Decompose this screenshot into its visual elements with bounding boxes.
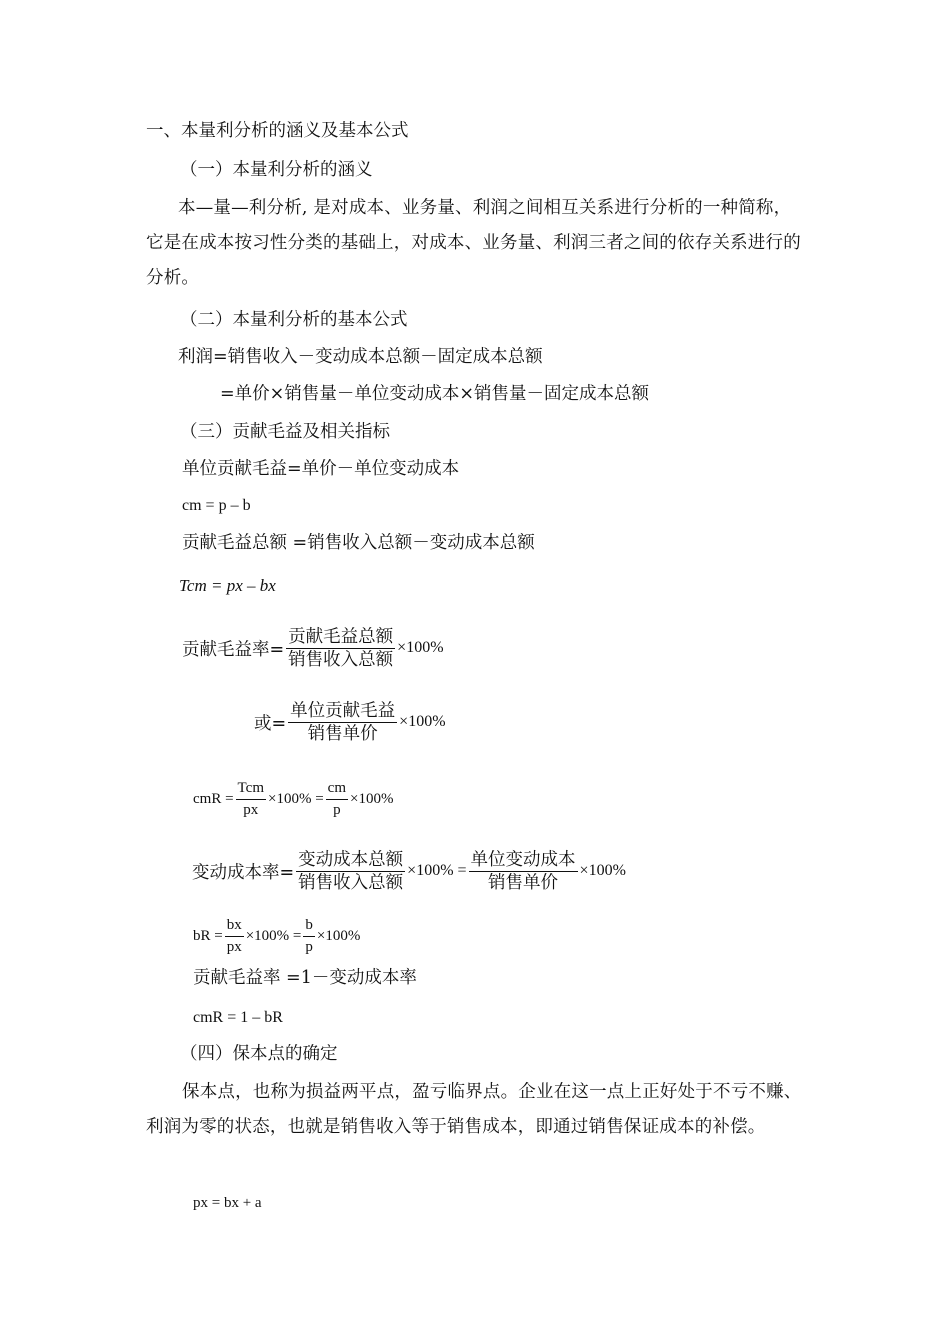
cm-rate-denominator: 销售收入总额 bbox=[288, 649, 394, 670]
vc-rate-fraction-1 bbox=[296, 850, 405, 893]
vc-rate-tail: ×100% bbox=[579, 862, 626, 879]
cm-rate-tail: ×100% bbox=[397, 639, 444, 656]
unit-cm-definition: 单位贡献毛益=单价－单位变动成本 bbox=[182, 459, 460, 479]
cm-rate-label: 贡献毛益率= bbox=[182, 639, 285, 660]
subsection-title-3: （三）贡献毛益及相关指标 bbox=[180, 422, 390, 442]
br-lhs: bR = bbox=[193, 927, 223, 944]
br-mid: ×100% = bbox=[245, 927, 302, 944]
subsection-title-1: （一）本量利分析的涵义 bbox=[180, 160, 373, 180]
vc-rate-formula bbox=[192, 846, 626, 896]
br-numerator-1: bx bbox=[225, 916, 244, 937]
definition-paragraph: 本—量—利分析, 是对成本、业务量、利润之间相互关系进行分析的一种简称，它是在成本按习性分类的基础上，对成本、业务量、利润三者之间的依存关系进行的分析。 bbox=[146, 198, 801, 288]
cm-rate-formula bbox=[182, 623, 444, 673]
br-formula bbox=[193, 913, 360, 959]
tcm-formula bbox=[179, 575, 276, 597]
vc-rate-numerator-1: 变动成本总额 bbox=[298, 849, 404, 870]
cmr-mid: ×100% = bbox=[268, 790, 324, 807]
cmr-lhs: cmR = bbox=[193, 790, 234, 807]
section-title: 一、本量利分析的涵义及基本公式 bbox=[146, 121, 409, 141]
cmr-tail: ×100% bbox=[350, 790, 394, 807]
subsection-title-4: （四）保本点的确定 bbox=[180, 1044, 338, 1064]
cmr-fraction-1 bbox=[236, 779, 266, 820]
vc-rate-denominator-2: 销售单价 bbox=[488, 872, 559, 893]
br-fraction-2 bbox=[303, 916, 315, 957]
cmr-formula bbox=[193, 776, 393, 822]
cm-rate-alt-formula bbox=[254, 697, 446, 747]
cmr-denominator-1: px bbox=[243, 801, 259, 818]
profit-formula-line-1: 利润=销售收入－变动成本总额－固定成本总额 bbox=[178, 347, 543, 367]
cmr-denominator-2: p bbox=[333, 801, 341, 818]
cm-formula bbox=[182, 496, 251, 516]
breakeven-formula bbox=[193, 1193, 262, 1213]
subsection-title-2: （二）本量利分析的基本公式 bbox=[180, 310, 408, 330]
cm-rate-alt-denominator: 销售单价 bbox=[307, 723, 378, 744]
cmr-relation-formula bbox=[193, 1008, 283, 1028]
cm-rate-relation: 贡献毛益率 =1－变动成本率 bbox=[193, 968, 417, 988]
cm-rate-numerator: 贡献毛益总额 bbox=[288, 626, 394, 647]
vc-rate-fraction-2 bbox=[469, 850, 578, 893]
br-denominator-1: px bbox=[226, 938, 242, 955]
total-cm-definition: 贡献毛益总额 =销售收入总额－变动成本总额 bbox=[182, 533, 535, 553]
br-denominator-2: p bbox=[305, 938, 313, 955]
cm-rate-alt-label: 或= bbox=[254, 713, 287, 734]
cm-rate-alt-numerator: 单位贡献毛益 bbox=[290, 700, 396, 721]
br-tail: ×100% bbox=[316, 927, 361, 944]
breakeven-formula-text: px = bx + a bbox=[193, 1194, 262, 1211]
cm-formula-text: cm = p – b bbox=[182, 497, 251, 514]
cmr-fraction-2 bbox=[326, 779, 348, 820]
breakeven-paragraph: 保本点，也称为损益两平点，盈亏临界点。企业在这一点上正好处于不亏不赚、利润为零的状态，也就是销售收入等于销售成本，即通过销售保证成本的补偿。 bbox=[146, 1082, 802, 1137]
vc-rate-numerator-2: 单位变动成本 bbox=[470, 849, 576, 870]
vc-rate-mid: ×100% = bbox=[407, 862, 467, 879]
vc-rate-label: 变动成本率= bbox=[192, 862, 295, 883]
profit-formula-line-2: =单价×销售量－单位变动成本×销售量－固定成本总额 bbox=[220, 384, 649, 404]
br-numerator-2: b bbox=[303, 916, 315, 937]
cm-rate-alt-tail: ×100% bbox=[399, 713, 446, 730]
br-fraction-1 bbox=[225, 916, 244, 957]
cmr-numerator-1: Tcm bbox=[236, 779, 266, 800]
vc-rate-denominator-1: 销售收入总额 bbox=[298, 872, 404, 893]
cmr-relation-text: cmR = 1 – bR bbox=[193, 1009, 283, 1026]
tcm-formula-text: Tcm = px – bx bbox=[179, 576, 276, 595]
cm-rate-alt-fraction bbox=[288, 701, 397, 744]
cmr-numerator-2: cm bbox=[326, 779, 348, 800]
cm-rate-fraction bbox=[286, 627, 395, 670]
